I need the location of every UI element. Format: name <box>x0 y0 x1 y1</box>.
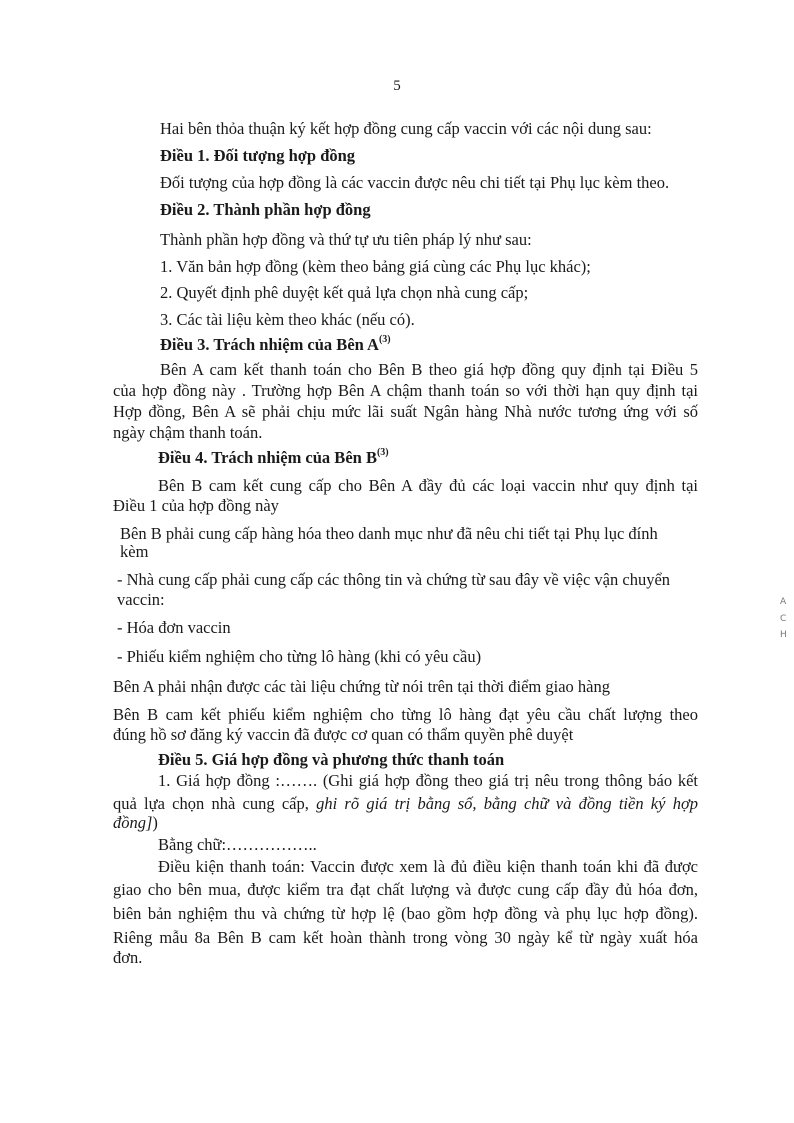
article-2-heading: Điều 2. Thành phần hợp đồng <box>160 200 371 219</box>
article-4-line: Bên A phải nhận được các tài liệu chứng từ nói trên tại thời điểm giao hàng <box>113 677 610 696</box>
binding-edge-mark: H <box>780 630 787 640</box>
article-4-heading-text: Điều 4. Trách nhiệm của Bên B <box>158 448 377 467</box>
article-3-line: của hợp đồng này . Trường hợp Bên A chậm thanh toán so với thời hạn quy định tại <box>113 381 698 400</box>
article-4-line: Bên B phải cung cấp hàng hóa theo danh mục như đã nêu chi tiết tại Phụ lục đính <box>120 524 658 543</box>
article-2-text: Thành phần hợp đồng và thứ tự ưu tiên pháp lý như sau: <box>160 230 532 249</box>
article-1-heading: Điều 1. Đối tượng hợp đồng <box>160 146 356 165</box>
article-4-line: kèm <box>120 542 149 561</box>
article-3-line: ngày chậm thanh toán. <box>113 423 263 442</box>
article-4-footnote-ref: (3) <box>376 446 389 458</box>
binding-edge-mark: A <box>780 597 787 607</box>
intro-text: Hai bên thỏa thuận ký kết hợp đồng cung cấp vaccin với các nội dung sau: <box>160 119 652 138</box>
article-3-footnote-ref: (3) <box>378 333 391 345</box>
article-5-payment-line: đơn. <box>113 948 143 967</box>
article-4-line: vaccin: <box>117 590 165 609</box>
article-4-line: Điều 1 của hợp đồng này <box>113 496 279 515</box>
article-5-price-note: ghi rõ giá trị bằng số, bằng chữ và đồng tiền ký hợp <box>316 794 698 813</box>
article-5-price-note-end: đồng] <box>113 813 153 832</box>
article-4-heading <box>158 447 389 469</box>
article-2-item: 1. Văn bản hợp đồng (kèm theo bảng giá cùng các Phụ lục khác); <box>160 257 591 276</box>
article-2-item: 3. Các tài liệu kèm theo khác (nếu có). <box>160 310 415 329</box>
article-3-heading-text: Điều 3. Trách nhiệm của Bên A <box>160 335 379 354</box>
article-4-line: - Phiếu kiểm nghiệm cho từng lô hàng (khi có yêu cầu) <box>117 647 482 666</box>
article-5-price-close: ) <box>152 813 158 832</box>
article-4-line: - Hóa đơn vaccin <box>117 618 231 637</box>
article-5-price-line <box>113 793 698 815</box>
page-number: 5 <box>393 78 401 94</box>
article-5-payment-line: biên bản nghiệm thu và chứng từ hợp lệ (bao gồm hợp đồng và phụ lục hợp đồng). <box>113 904 698 923</box>
article-4-line: Bên B cam kết phiếu kiểm nghiệm cho từng lô hàng đạt yêu cầu chất lượng theo <box>113 705 698 724</box>
article-1-text: Đối tượng của hợp đồng là các vaccin được nêu chi tiết tại Phụ lục kèm theo. <box>160 173 670 192</box>
article-5-payment-line: Riêng mẫu 8a Bên B cam kết hoàn thành trong vòng 30 ngày kể từ ngày xuất hóa <box>113 928 698 947</box>
article-4-line: đúng hồ sơ đăng ký vaccin đã được cơ quan có thẩm quyền phê duyệt <box>113 725 574 744</box>
article-3-heading <box>160 334 391 356</box>
article-5-price-line: 1. Giá hợp đồng :……. (Ghi giá hợp đồng theo giá trị nêu trong thông báo kết <box>158 771 698 790</box>
article-4-line: - Nhà cung cấp phải cung cấp các thông tin và chứng từ sau đây về việc vận chuyển <box>117 570 671 589</box>
article-5-payment-line: giao cho bên mua, được kiểm tra đạt chất lượng và được cung cấp đầy đủ hóa đơn, <box>113 880 698 899</box>
article-4-line: Bên B cam kết cung cấp cho Bên A đầy đủ các loại vaccin như quy định tại <box>158 476 698 495</box>
article-5-payment-line: Điều kiện thanh toán: Vaccin được xem là đủ điều kiện thanh toán khi đã được <box>158 857 698 876</box>
article-5-amount-in-words: Bằng chữ:…………….. <box>158 835 317 854</box>
binding-edge-mark: C <box>780 614 787 624</box>
article-5-price-text: quả lựa chọn nhà cung cấp, <box>113 794 317 813</box>
article-5-price-line <box>113 812 158 834</box>
article-5-heading: Điều 5. Giá hợp đồng và phương thức thanh toán <box>158 750 505 769</box>
article-3-line: Hợp đồng, Bên A sẽ phải chịu mức lãi suất Ngân hàng Nhà nước tương ứng với số <box>113 402 698 421</box>
article-2-item: 2. Quyết định phê duyệt kết quả lựa chọn nhà cung cấp; <box>160 283 529 302</box>
article-3-line: Bên A cam kết thanh toán cho Bên B theo giá hợp đồng quy định tại Điều 5 <box>160 360 698 379</box>
